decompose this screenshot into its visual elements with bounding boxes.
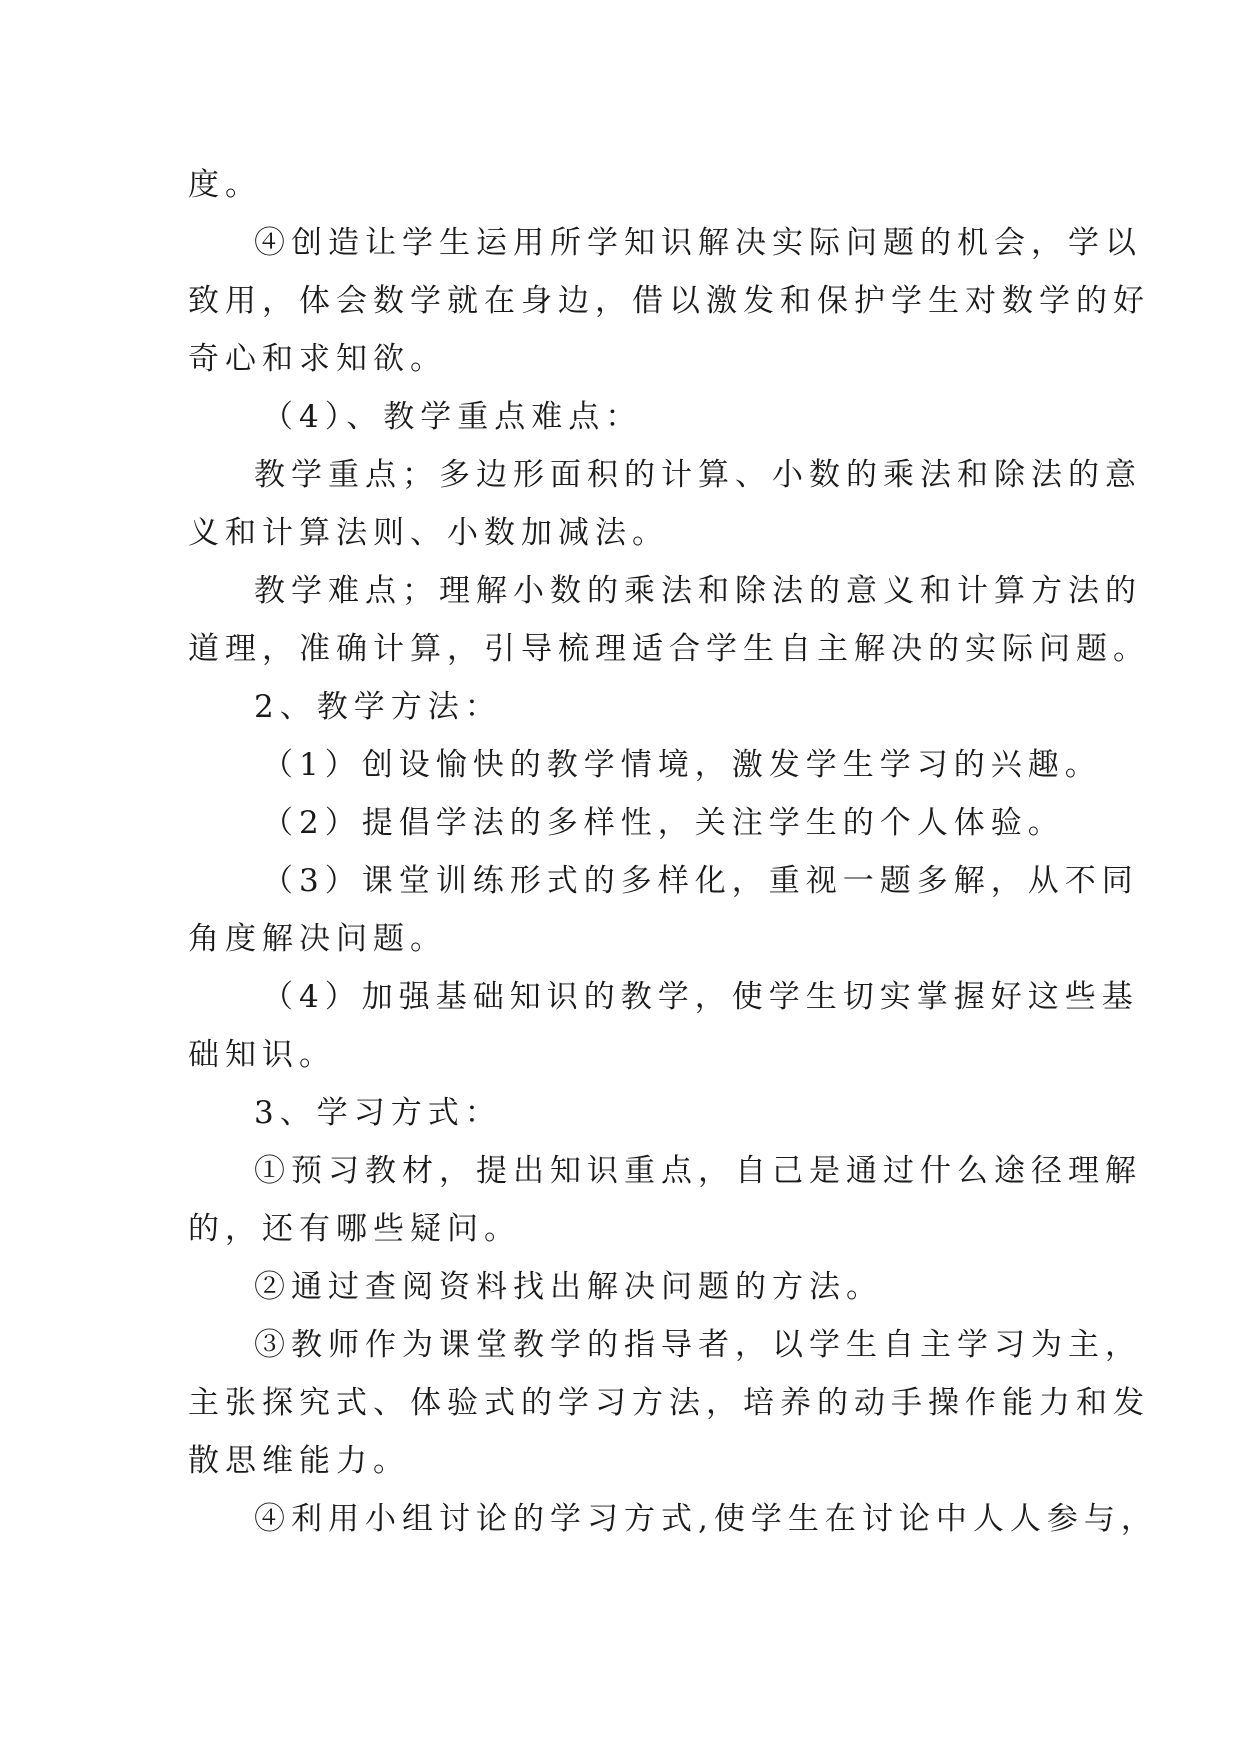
text-line: 奇心和求知欲。 <box>188 341 447 377</box>
text-line: 致用，体会数学就在身边，借以激发和保护学生对数学的好 <box>188 283 1150 319</box>
text-line: 角度解决问题。 <box>188 921 447 957</box>
list-item: ④利用小组讨论的学习方式,使学生在讨论中人人参与， <box>254 1501 1158 1537</box>
text-line: 散思维能力。 <box>188 1443 410 1479</box>
list-item: ③教师作为课堂教学的指导者，以学生自主学习为主， <box>254 1327 1142 1363</box>
list-item: （3）课堂训练形式的多样化，重视一题多解，从不同 <box>262 863 1139 899</box>
section-heading: 2、教学方法： <box>254 689 502 725</box>
text-line: 主张探究式、体验式的学习方法，培养的动手操作能力和发 <box>188 1385 1150 1421</box>
list-item: （1）创设愉快的教学情境，激发学生学习的兴趣。 <box>262 747 1102 783</box>
list-item: （4）加强基础知识的教学，使学生切实掌握好这些基 <box>262 979 1139 1015</box>
text-line: 的，还有哪些疑问。 <box>188 1211 521 1247</box>
list-item: ②通过查阅资料找出解决问题的方法。 <box>254 1269 883 1305</box>
text-line: 道理，准确计算，引导梳理适合学生自主解决的实际问题。 <box>188 631 1150 667</box>
text-line: 度。 <box>188 167 262 203</box>
list-item: ①预习教材，提出知识重点，自己是通过什么途径理解 <box>254 1153 1142 1189</box>
section-heading: 3、学习方式： <box>254 1095 502 1131</box>
list-item: （2）提倡学法的多样性，关注学生的个人体验。 <box>262 805 1065 841</box>
text-line: 教学难点；理解小数的乘法和除法的意义和计算方法的 <box>254 573 1142 609</box>
text-line: 义和计算法则、小数加减法。 <box>188 515 669 551</box>
section-heading: （4）、教学重点难点： <box>262 399 643 435</box>
text-line: 教学重点；多边形面积的计算、小数的乘法和除法的意 <box>254 457 1142 493</box>
text-line: ④创造让学生运用所学知识解决实际问题的机会，学以 <box>254 225 1142 261</box>
text-line: 础知识。 <box>188 1037 336 1073</box>
